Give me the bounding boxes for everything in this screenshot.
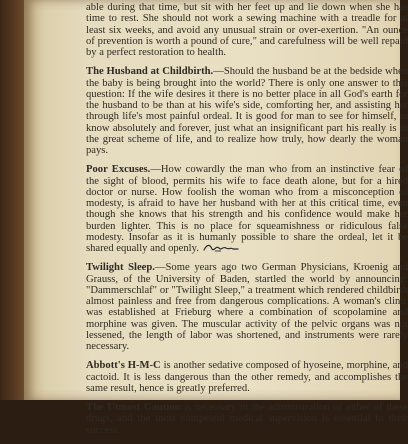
paragraph-poor-excuses: [86, 164, 408, 254]
paragraph-abbotts-hmc-text: is another sedative composed of hyoseine, morphine, and cactoid. It is less dangerous than the other remedy, and accomplishes the same result, hence is greatly preferred.: [86, 360, 408, 394]
heading-husband-at-childbirth: The Husband at Childbirth.: [86, 66, 214, 78]
paragraph-recovery: [86, 2, 408, 58]
handwritten-mark: [202, 243, 240, 253]
heading-poor-excuses: Poor Excuses.: [86, 164, 151, 176]
paragraph-husband-at-childbirth-text: —Should the husband be at the bedside when the baby is being brought into the world? There is only one answer to this question: If the wife desires it there is no better place in all God's earth for the husband to be than at his wife's side, comforting her, and assisting her through life's most painful ordeal. It is good for man to see for himself, to know absolutely and forever, just what an insignificant part his really is in the great scheme of life, and to realize how truly, how dearly the woman pays.: [86, 66, 408, 156]
paragraph-poor-excuses-text: —How cowardly the man who from an instinctive fear of the sight of blood, permits his wife to face death alone, but for a hired doctor or nurse. How foolish the woman who from a misconception of modesty, is afraid to have her husband with her at this critical time, even though she knows that his strength and his confidence would make her burden lighter. This is no place for squeamishness or ridiculous false modesty. Insofar as it is humanly possible to share the ordeal, let it be shared equally and openly.: [86, 164, 408, 254]
heading-twilight-sleep: Twilight Sleep.: [86, 262, 155, 274]
paragraph-utmost-caution-text: is necessary in the administration of either of these drugs, and the most competent medical supervision is essential to their success.: [86, 402, 408, 436]
page-text: [86, 2, 408, 444]
paragraph-twilight-sleep: [86, 262, 408, 352]
paragraph-husband-at-childbirth: [86, 66, 408, 156]
paragraph-recovery-text: able during that time, but sit with her feet up and lie down when she has time to rest. She should not work a sewing machine with a treadle for at least six weeks, and avoid any unusual strain or over-exertion. "An ounce of prevention is worth a pound of cure," and carefulness will be well repaid by a perfect restoration to health.: [86, 2, 408, 58]
paragraph-twilight-sleep-text: —Some years ago two German Physicians, Kroenig and Grauss, of the University of Baden, startled the world by announcing: "Dammerschlaf" or "Twilight Sleep," a treatment which rendered childbirth almost painless and free from dangerous complications. A woman's clinic was established at Frieburg where a combination of scopolamine and morphine was given. The muscular activity of the pelvic organs was not lessened, the length of labor was shortened, and instruments were rarely necessary.: [86, 262, 408, 352]
book-page: [24, 0, 408, 436]
heading-abbotts-hmc: Abbott's H-M-C: [86, 360, 161, 372]
paragraph-abbotts-hmc: [86, 360, 408, 394]
paragraph-utmost-caution: [86, 402, 408, 436]
heading-utmost-caution: The Utmost Caution: [86, 402, 181, 413]
